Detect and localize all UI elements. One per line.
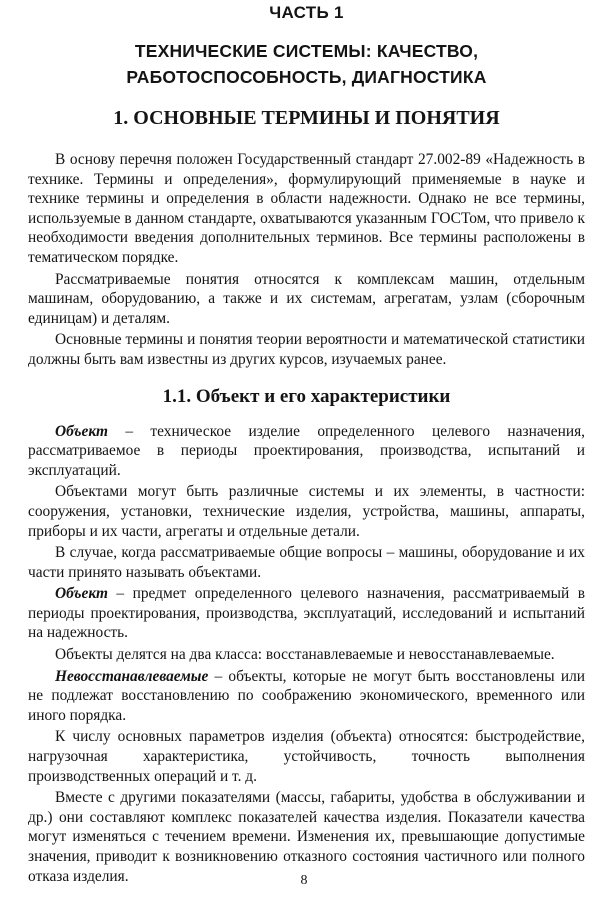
- chapter-title-line2: РАБОТОСПОСОБНОСТЬ, ДИАГНОСТИКА: [126, 67, 487, 87]
- definition-paragraph: [28, 667, 585, 726]
- section-paragraph: В основу перечня положен Государственный стандарт 27.002-89 «Надежность в технике. Термины и определения», формулирующий применяемые в науке и технике термины и определения в области надежности. Однако не все термины, используемые в данном стандарте, охватываются указанным ГОСТом, что привело к необходимости введения дополнительных терминов. Все термины расположены в тематическом порядке.: [28, 151, 585, 266]
- section-title: 1. ОСНОВНЫЕ ТЕРМИНЫ И ПОНЯТИЯ: [113, 107, 500, 129]
- chapter-title: [28, 38, 585, 90]
- paragraph: В случае, когда рассматриваемые общие вопросы – машины, оборудование и их части принято называть объектами.: [28, 544, 585, 581]
- paragraph-text: – техническое изделие определенного целевого назначения, рассматриваемое в периоды проектирования, производства, испытаний и эксплуатаций.: [28, 422, 585, 479]
- paragraph: Вместе с другими показателями (массы, габариты, удобства в обслуживании и др.) они составляют комплекс показателей качества изделия. Показатели качества могут изменяться с течением времени. Изменения их, превышающие допустимые значения, приводит к возникновению отказного состояния частичного или полного отказа изделия.: [28, 789, 585, 885]
- paragraph-text: – предмет определенного целевого назначения, рассматриваемый в периоды проектирования, производства, эксплуатаций, исследований и испытаний на надежность.: [28, 585, 585, 642]
- section-paragraph: Основные термины и понятия теории вероятности и математической статистики должны быть вам известны из других курсов, изучаемых ранее.: [28, 331, 585, 368]
- paragraph: Объектами могут быть различные системы и их элементы, в частности: сооружения, установки, технические изделия, устройства, машины, аппараты, приборы и их части, агрегаты и отдельные детали.: [28, 483, 585, 540]
- paragraph: Объекты делятся на два класса: восстанавлеваемые и невосстанавлеваемые.: [55, 646, 555, 664]
- paragraph-text: – объекты, которые не могут быть восстановлены или не подлежат восстановлению по соображению экономического, временного или иного порядка.: [28, 667, 585, 724]
- definition-paragraph: [28, 584, 585, 643]
- term-highlight: Объект: [55, 585, 108, 603]
- term-highlight: Объект: [55, 422, 108, 440]
- chapter-title-line1: ТЕХНИЧЕСКИЕ СИСТЕМЫ: КАЧЕСТВО,: [134, 41, 479, 61]
- section-paragraph: Рассматриваемые понятия относятся к комплексам машин, отдельным машинам, оборудованию, а также и их системам, агрегатам, узлам (сборочным единицам) и деталям.: [28, 270, 585, 327]
- part-title: ЧАСТЬ 1: [269, 3, 344, 22]
- definition-paragraph: [28, 422, 585, 481]
- term-highlight: Невосстанавлеваемые: [55, 667, 209, 685]
- page-number: 8: [300, 873, 308, 888]
- subsection-title: 1.1. Объект и его характеристики: [162, 385, 451, 407]
- paragraph: К числу основных параметров изделия (объекта) относятся: быстродействие, нагрузочная характеристика, устойчивость, точность выполнения производственных операций и т. д.: [28, 728, 585, 785]
